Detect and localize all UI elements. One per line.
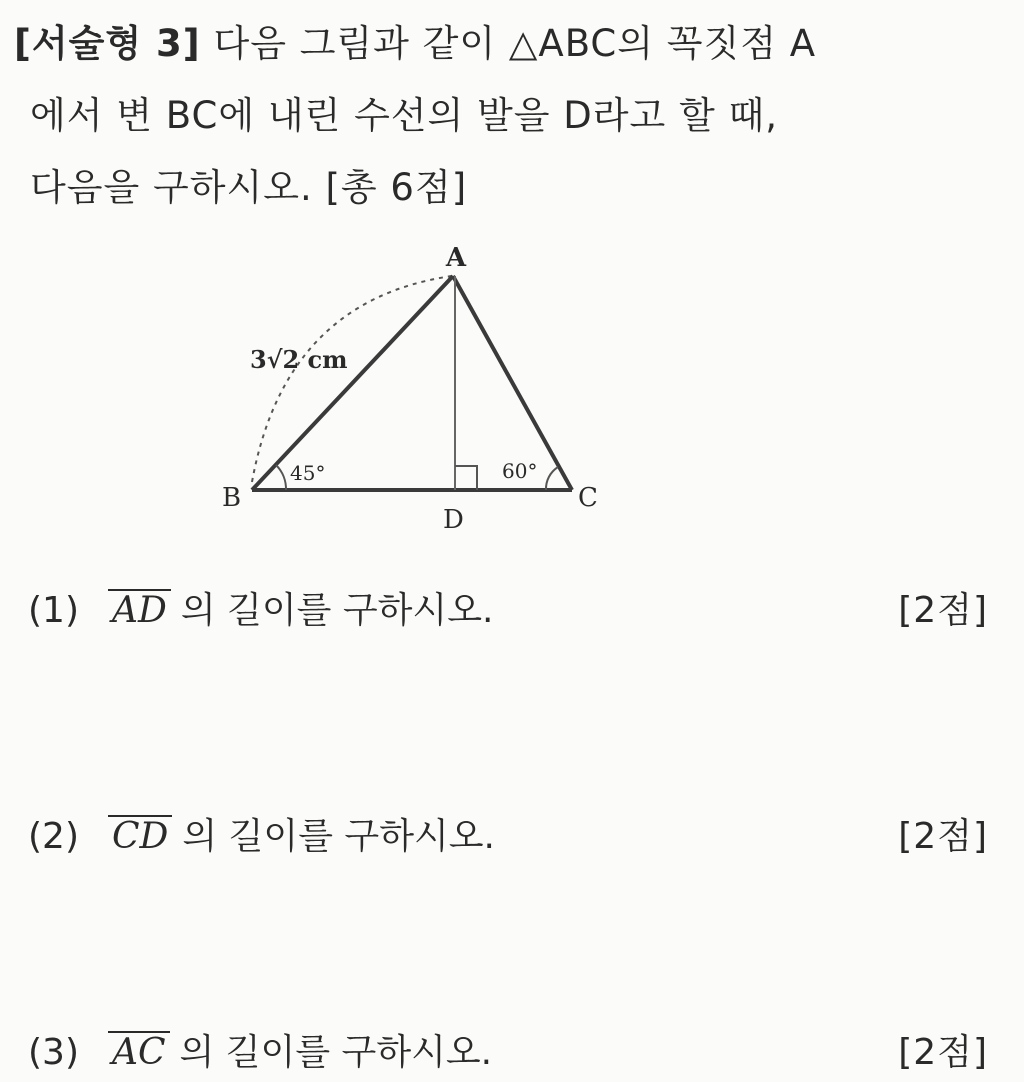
problem-line-3: 다음을 구하시오. [총 6점] — [30, 166, 468, 209]
question-1 — [28, 582, 988, 633]
angle-b-arc — [276, 465, 286, 490]
side-ac — [453, 276, 572, 490]
side-ab — [252, 276, 453, 490]
angle-c-arc — [546, 467, 558, 490]
segment-label: AD — [108, 589, 171, 631]
vertex-a-label: A — [445, 243, 467, 273]
problem-line-1-text: 다음 그림과 같이 △ABC의 꼭짓점 A — [200, 22, 817, 65]
side-ab-length-label: 3√2 cm — [250, 345, 348, 374]
question-2 — [28, 808, 988, 859]
question-text: 의 길이를 구하시오. — [179, 1032, 493, 1073]
angle-c-label: 60° — [502, 459, 538, 483]
angle-b-label: 45° — [290, 461, 326, 485]
vertex-b-label: B — [222, 483, 242, 513]
vertex-c-label: C — [578, 483, 598, 513]
right-angle-mark — [455, 466, 477, 490]
question-text: 의 길이를 구하시오. — [182, 816, 495, 857]
problem-tag: [서술형 3] — [14, 22, 201, 65]
segment-label: CD — [108, 815, 172, 857]
problem-line-2: 에서 변 BC에 내린 수선의 발을 D라고 할 때, — [30, 94, 779, 137]
question-points: [2점] — [898, 816, 988, 857]
question-number: (3) — [28, 1032, 79, 1073]
question-points: [2점] — [898, 1032, 988, 1073]
question-3 — [28, 1024, 988, 1075]
question-text: 의 길이를 구하시오. — [180, 590, 494, 631]
question-number: (2) — [28, 816, 79, 857]
question-number: (1) — [28, 590, 79, 631]
vertex-d-label: D — [443, 505, 464, 535]
question-points: [2점] — [898, 590, 988, 631]
segment-label: AC — [108, 1031, 170, 1073]
